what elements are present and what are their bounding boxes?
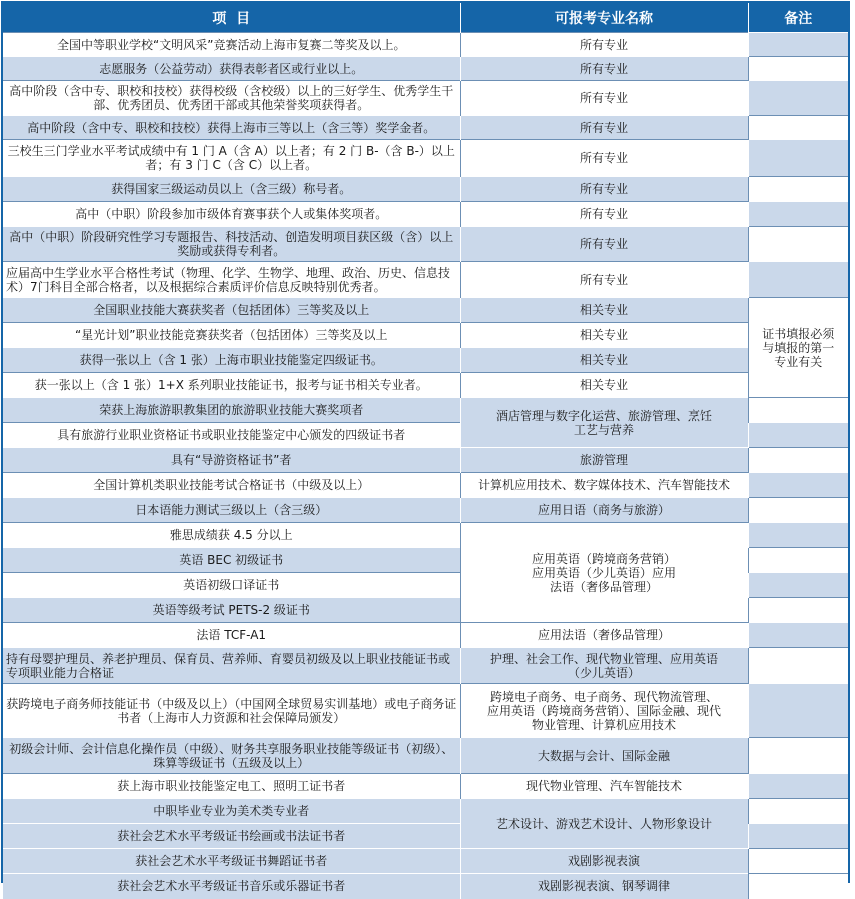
table-row [3,623,848,648]
table-row [3,473,848,498]
item-cell: 三校生三门学业水平考试成绩中有 1 门 A（含 A）以上者；有 2 门 B-（含 B-）以上者；有 3 门 C（含 C）以上者。 [3,140,460,177]
remark-cell [748,684,848,738]
major-cell: 所有专业 [460,140,748,177]
item-cell: 高中阶段（含中专、职校和技校）获得上海市三等以上（含三等）奖学金者。 [3,116,460,140]
remark-cell [748,177,848,202]
item-cell: 具有“导游资格证书”者 [3,448,460,473]
remark-cell [748,648,848,684]
remark-cell [748,140,848,177]
table-row [3,448,848,473]
remark-cell [748,598,848,623]
table-row [3,202,848,227]
major-cell: 所有专业 [460,57,748,81]
remark-cell [748,874,848,899]
table-row [3,33,848,57]
table-row [3,774,848,799]
item-cell: 法语 TCF-A1 [3,623,460,648]
major-cell: 跨境电子商务、电子商务、现代物流管理、应用英语（跨境商务营销）、国际金融、现代物业管理、计算机应用技术 [460,684,748,738]
table-row [3,373,848,398]
major-cell: 所有专业 [460,262,748,298]
table-row [3,738,848,774]
item-cell: “星光计划”职业技能竞赛获奖者（包括团体）三等奖及以上 [3,323,460,348]
major-cell: 所有专业 [460,227,748,262]
table-row [3,498,848,523]
item-cell: 高中阶段（含中专、职校和技校）获得校级（含校级）以上的三好学生、优秀学生干部、优秀团员、优秀团干部或其他荣誉奖项获得者。 [3,81,460,116]
item-cell: 英语等级考试 PETS-2 级证书 [3,598,460,623]
major-cell: 所有专业 [460,33,748,57]
remark-cell [748,57,848,81]
remark-cell [748,473,848,498]
remark-cell [748,738,848,774]
major-cell: 相关专业 [460,323,748,348]
remark-cell [748,262,848,298]
item-cell: 获得国家三级运动员以上（含三级）称号者。 [3,177,460,202]
table-row [3,648,848,684]
table-row [3,323,848,348]
major-cell: 旅游管理 [460,448,748,473]
item-cell: 英语初级口译证书 [3,573,460,598]
major-cell: 现代物业管理、汽车智能技术 [460,774,748,799]
item-cell: 获一张以上（含 1 张）1+X 系列职业技能证书，报考与证书相关专业者。 [3,373,460,398]
major-cell: 所有专业 [460,177,748,202]
item-cell: 应届高中生学业水平合格性考试（物理、化学、生物学、地理、政治、历史、信息技术）7门科目全部合格者，以及根据综合素质评价信息反映特别优秀者。 [3,262,460,298]
table-row [3,81,848,116]
table-header-row [3,3,848,33]
table-row [3,262,848,298]
major-cell: 酒店管理与数字化运营、旅游管理、烹饪工艺与营养 [460,398,748,448]
remark-cell [748,448,848,473]
item-cell: 获社会艺术水平考级证书绘画或书法证书者 [3,824,460,849]
major-cell: 所有专业 [460,81,748,116]
table-row [3,874,848,899]
item-cell: 志愿服务（公益劳动）获得表彰者区或行业以上。 [3,57,460,81]
remark-cell [748,33,848,57]
major-cell: 戏剧影视表演 [460,849,748,874]
item-cell: 荣获上海旅游职教集团的旅游职业技能大赛奖项者 [3,398,460,423]
remark-cell [748,423,848,448]
remark-cell [748,116,848,140]
item-cell: 高中（中职）阶段参加市级体育赛事获个人或集体奖项者。 [3,202,460,227]
remark-cell [748,81,848,116]
item-cell: 日本语能力测试三级以上（含三级） [3,498,460,523]
major-cell: 所有专业 [460,202,748,227]
admission-table-frame [1,1,850,894]
item-cell: 具有旅游行业职业资格证书或职业技能鉴定中心颁发的四级证书者 [3,423,460,448]
table-row [3,684,848,738]
major-cell: 艺术设计、游戏艺术设计、人物形象设计 [460,799,748,849]
remark-cell [748,202,848,227]
major-cell: 应用法语（奢侈品管理） [460,623,748,648]
remark-cell [748,498,848,523]
remark-cell [748,623,848,648]
major-cell: 大数据与会计、国际金融 [460,738,748,774]
table-row [3,398,848,423]
major-cell: 相关专业 [460,298,748,323]
item-cell: 中职毕业专业为美术类专业者 [3,799,460,824]
major-cell: 戏剧影视表演、钢琴调律 [460,874,748,899]
major-cell: 计算机应用技术、数字媒体技术、汽车智能技术 [460,473,748,498]
item-cell: 获得一张以上（含 1 张）上海市职业技能鉴定四级证书。 [3,348,460,373]
item-cell: 全国职业技能大赛获奖者（包括团体）三等奖及以上 [3,298,460,323]
major-cell: 应用英语（跨境商务营销）应用英语（少儿英语）应用法语（奢侈品管理） [460,523,748,623]
header-remarks: 备注 [748,3,848,33]
item-cell: 高中（中职）阶段研究性学习专题报告、科技活动、创造发明项目获区级（含）以上奖励或获得专利者。 [3,227,460,262]
remark-cell [748,799,848,824]
item-cell: 持有母婴护理员、养老护理员、保育员、营养师、育婴员初级及以上职业技能证书或专项职业能力合格证 [3,648,460,684]
item-cell: 初级会计师、会计信息化操作员（中级）、财务共享服务职业技能等级证书（初级）、珠算等级证书（五级及以上） [3,738,460,774]
item-cell: 获上海市职业技能鉴定电工、照明工证书者 [3,774,460,799]
remark-cell [748,227,848,262]
item-cell: 获社会艺术水平考级证书音乐或乐器证书者 [3,874,460,899]
remark-cell [748,824,848,849]
remark-cell [748,548,848,573]
remark-cell [748,523,848,548]
table-row [3,849,848,874]
table-row [3,57,848,81]
table-row [3,116,848,140]
major-cell: 应用日语（商务与旅游） [460,498,748,523]
admission-table [3,3,848,899]
table-row [3,140,848,177]
item-cell: 全国计算机类职业技能考试合格证书（中级及以上） [3,473,460,498]
major-cell: 相关专业 [460,373,748,398]
table-row [3,348,848,373]
table-row [3,177,848,202]
item-cell: 英语 BEC 初级证书 [3,548,460,573]
header-majors: 可报考专业名称 [460,3,748,33]
table-row [3,523,848,548]
item-cell: 全国中等职业学校“文明风采”竞赛活动上海市复赛二等奖及以上。 [3,33,460,57]
remark-cell [748,398,848,423]
remark-cell: 证书填报必须与填报的第一专业有关 [748,298,848,398]
item-cell: 获社会艺术水平考级证书舞蹈证书者 [3,849,460,874]
header-item: 项 目 [3,3,460,33]
remark-cell [748,573,848,598]
table-row [3,799,848,824]
table-row [3,227,848,262]
item-cell: 雅思成绩获 4.5 分以上 [3,523,460,548]
major-cell: 护理、社会工作、现代物业管理、应用英语（少儿英语） [460,648,748,684]
major-cell: 所有专业 [460,116,748,140]
major-cell: 相关专业 [460,348,748,373]
table-row [3,298,848,323]
remark-cell [748,774,848,799]
item-cell: 获跨境电子商务师技能证书（中级及以上）（中国网全球贸易实训基地）或电子商务证书者（上海市人力资源和社会保障局颁发） [3,684,460,738]
remark-cell [748,849,848,874]
